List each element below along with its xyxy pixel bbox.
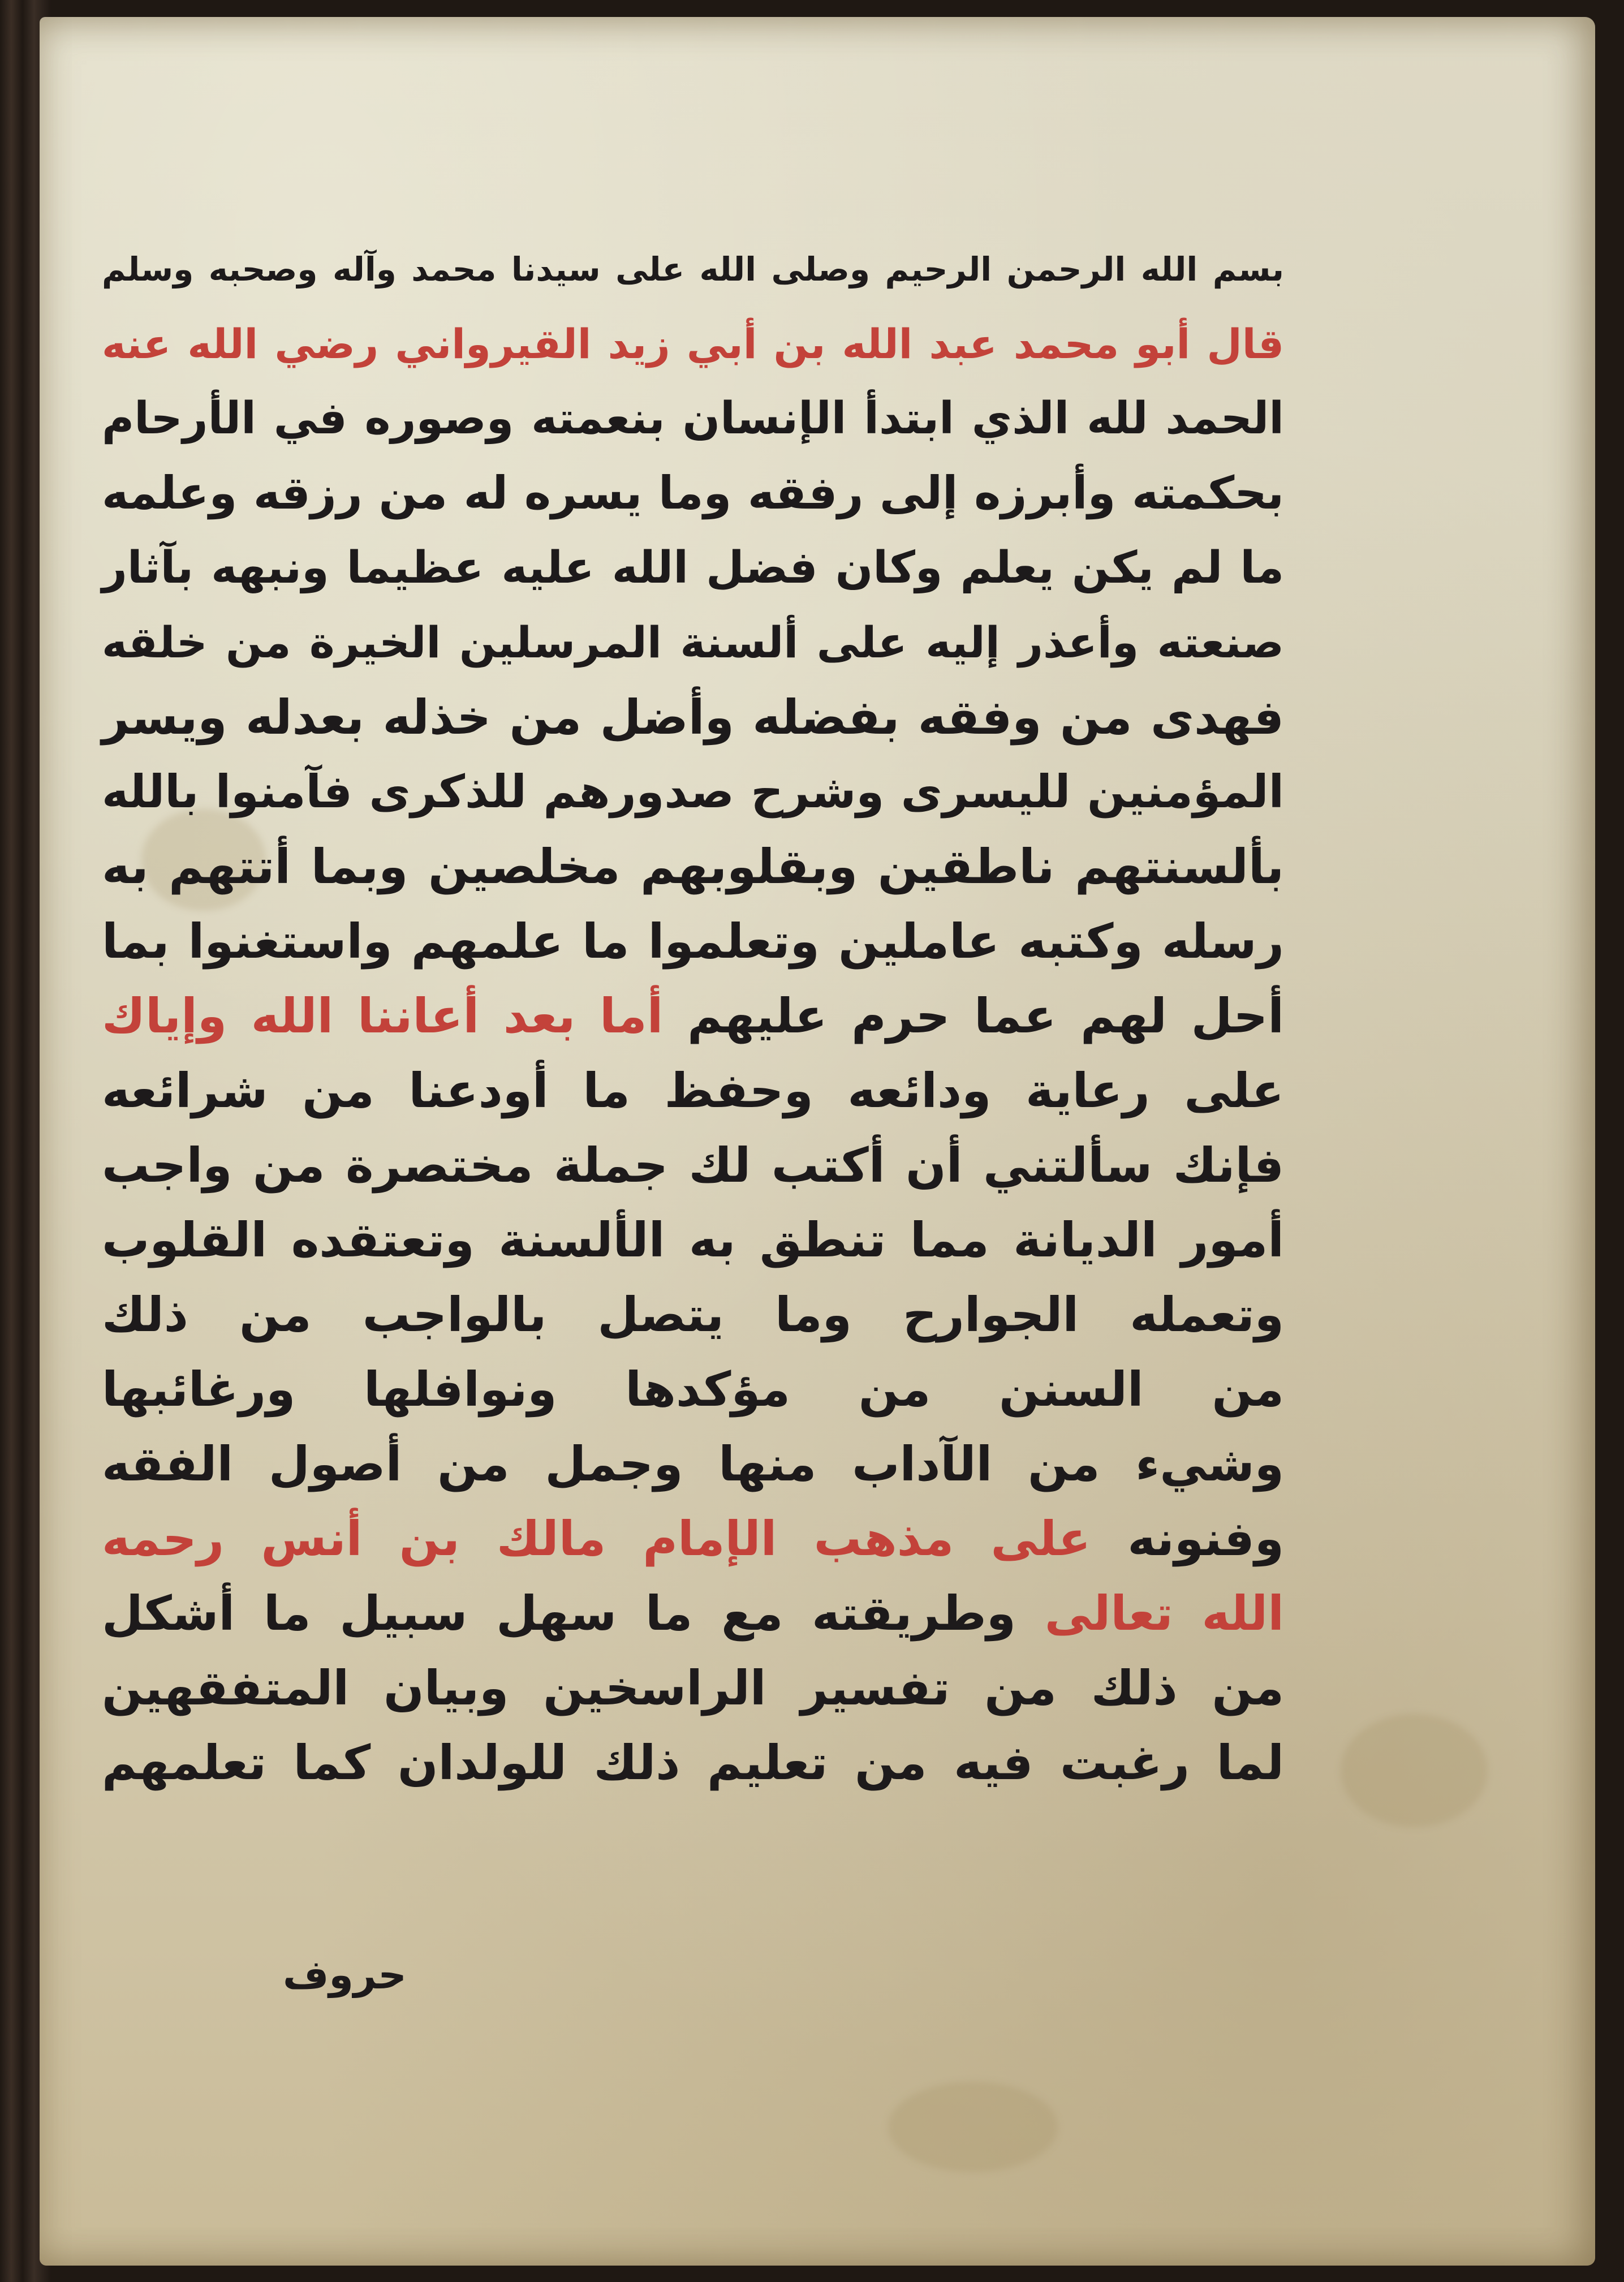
text-line [102,680,1284,755]
text-line [102,1352,1284,1427]
text-line [102,904,1284,979]
line-segment: وطريقته مع ما سهل سبيل ما أشكل [102,1586,1016,1641]
line-segment: من السنن من مؤكدها ونوافلها ورغائبها [102,1362,1284,1417]
text-line [102,605,1284,680]
line-segment: أمور الديانة مما تنطق به الألسنة وتعتقده القلوب [102,1212,1284,1268]
line-segment: رسله وكتبه عاملين وتعلموا ما علمهم واستغنوا بما [102,914,1284,969]
text-line [102,755,1284,829]
text-line [102,1725,1284,1800]
text-line [102,1203,1284,1277]
line-segment: المؤمنين لليسرى وشرح صدورهم للذكرى فآمنوا بالله [102,765,1284,818]
line-segment: بألسنتهم ناطقين وبقلوبهم مخلصين وبما أتتهم به [102,839,1284,894]
manuscript-page [40,17,1595,2266]
line-segment: قال أبو محمد عبد الله بن أبي زيد القيرواني رضي الله عنه [102,320,1284,368]
line-segment: لما رغبت فيه من تعليم ذلك للولدان كما تعلمهم [102,1735,1284,1790]
line-segment: صنعته وأعذر إليه على ألسنة المرسلين الخيرة من خلقه [102,617,1284,668]
text-line [102,1427,1284,1501]
catchword: حروف [283,1952,407,1998]
line-segment: على رعاية ودائعه وحفظ ما أودعنا من شرائعه [102,1063,1284,1118]
line-segment: فإنك سألتني أن أكتب لك جملة مختصرة من واجب [102,1138,1284,1193]
paper-stain [1341,1714,1488,1827]
line-segment: من ذلك من تفسير الراسخين وبيان المتفقهين [102,1660,1284,1716]
line-segment-red: أما بعد أعاننا الله وإياك [102,988,664,1044]
line-segment-red: الله تعالى [1016,1586,1285,1641]
line-segment: وشيء من الآداب منها وجمل من أصول الفقه [102,1436,1284,1492]
line-segment: وتعمله الجوارح وما يتصل بالواجب من ذلك [102,1287,1284,1342]
line-segment-red: على مذهب الإمام مالك بن أنس رحمه [102,1511,1091,1566]
text-line [102,1277,1284,1352]
line-segment: ما لم يكن يعلم وكان فضل الله عليه عظيما ونبهه بآثار [102,542,1284,593]
line-segment: أحل لهم عما حرم عليهم [663,988,1284,1044]
text-line [102,232,1284,307]
text-line [102,531,1284,605]
paper-stain [888,2082,1058,2172]
text-line [102,456,1284,531]
text-line [102,979,1284,1053]
text-block [102,232,1284,1800]
line-segment: فهدى من وفقه بفضله وأضل من خذله بعدله ويسر [102,690,1284,745]
text-line [102,1651,1284,1725]
text-line [102,1128,1284,1203]
text-line [102,1501,1284,1576]
text-line [102,381,1284,456]
text-line [102,1576,1284,1651]
text-line [102,829,1284,904]
line-segment: الحمد لله الذي ابتدأ الإنسان بنعمته وصوره في الأرحام [102,393,1284,444]
line-segment: وفنونه [1091,1511,1284,1566]
text-line [102,1053,1284,1128]
line-segment: بحكمته وأبرزه إلى رفقه وما يسره له من رزقه وعلمه [102,467,1284,519]
text-line [102,307,1284,381]
line-segment: بسم الله الرحمن الرحيم وصلى الله على سيدنا محمد وآله وصحبه وسلم [102,250,1284,289]
